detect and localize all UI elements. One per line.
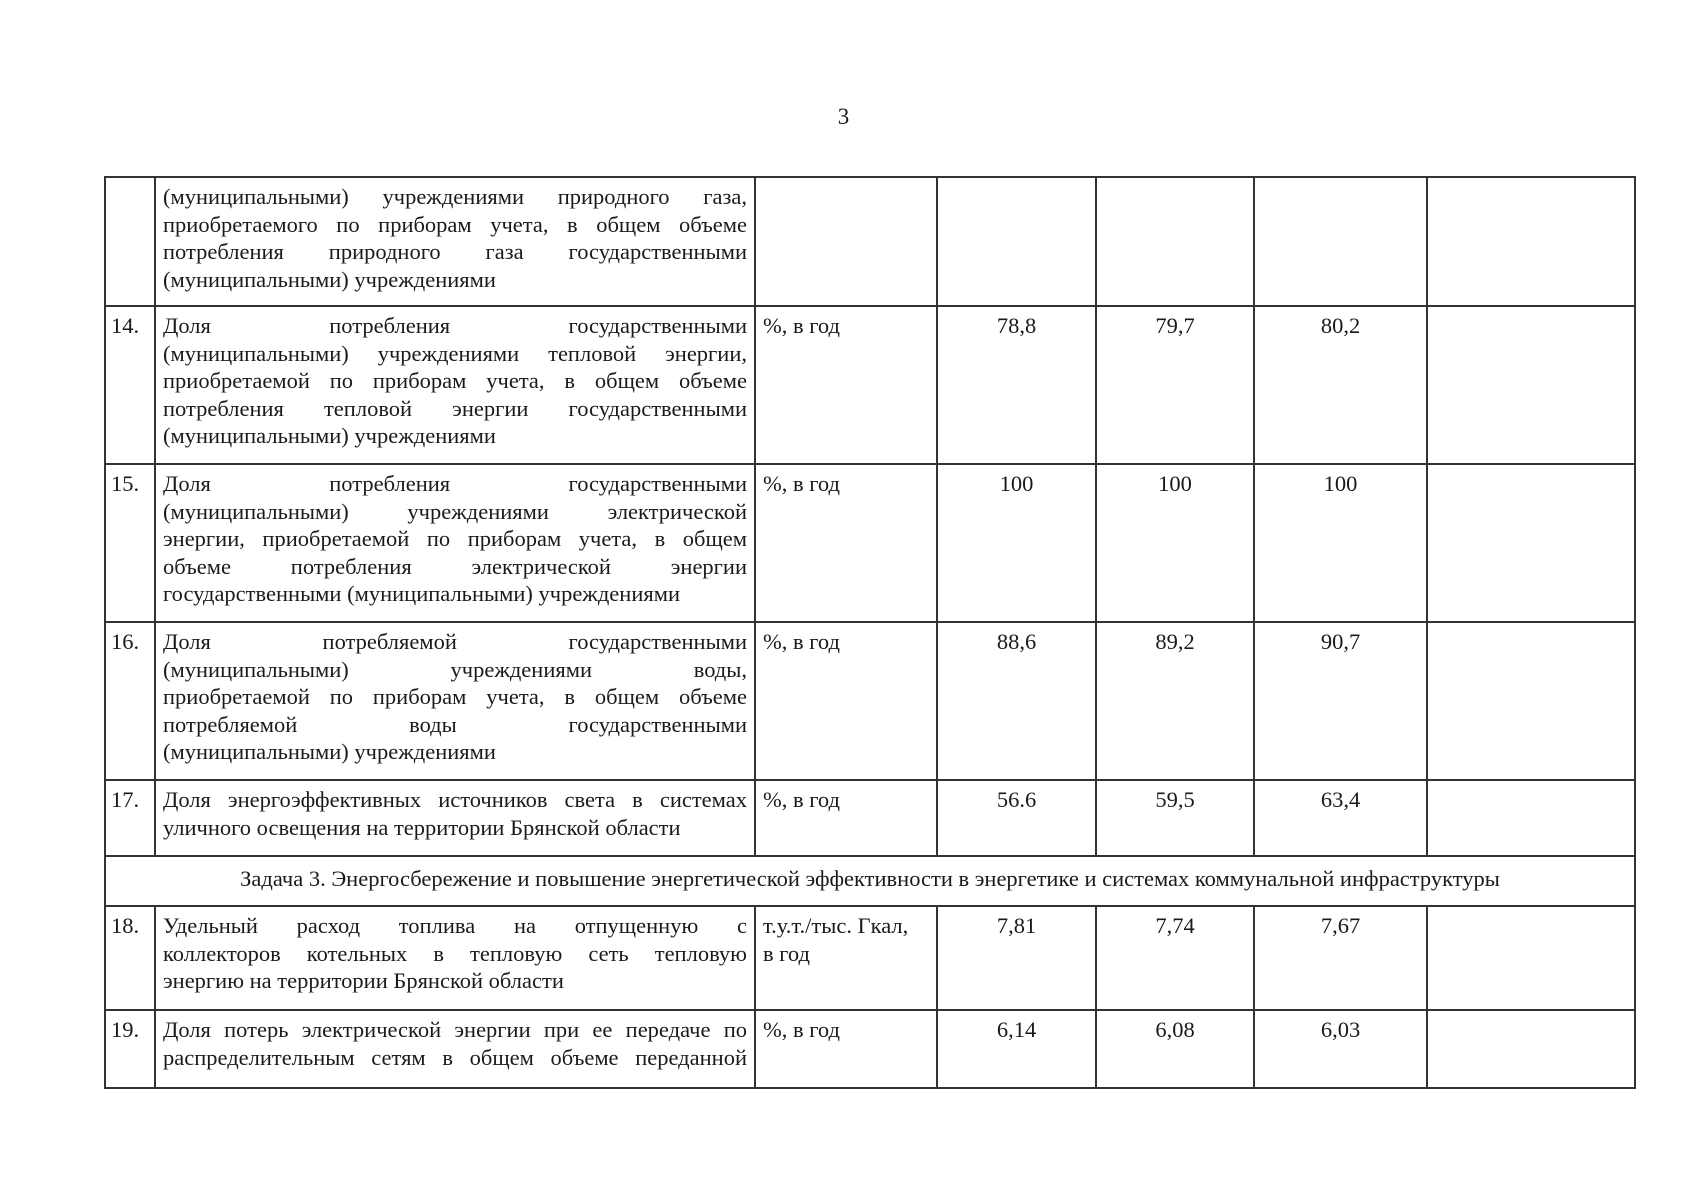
value-cell: 56.6 — [937, 780, 1096, 856]
row-number: 17. — [105, 780, 155, 856]
description-line: (муниципальными) учреждениями воды, — [163, 656, 747, 682]
description-line: объеме потребления электрической энергии — [163, 553, 747, 579]
table-row — [105, 780, 1635, 856]
description-line: (муниципальными) учреждениями — [163, 739, 496, 764]
unit-line: в год — [763, 940, 810, 966]
description-line: приобретаемого по приборам учета, в общем объеме — [163, 211, 747, 237]
description-line: Доля потребления государственными — [163, 471, 747, 496]
value-cell: 7,67 — [1254, 906, 1427, 1010]
value-cell — [937, 177, 1096, 306]
value-cell: 88,6 — [937, 622, 1096, 780]
table-row — [105, 906, 1635, 1010]
value-cell — [1427, 464, 1635, 622]
value-cell: 63,4 — [1254, 780, 1427, 856]
value-cell: 7,74 — [1096, 906, 1254, 1010]
description-line: распределительным сетям в общем объеме переданной — [163, 1044, 747, 1070]
description-line: потребления тепловой энергии государственными — [163, 395, 747, 421]
value-cell — [1427, 780, 1635, 856]
table-row — [105, 306, 1635, 464]
unit-cell — [755, 177, 937, 306]
table-row — [105, 464, 1635, 622]
value-cell: 59,5 — [1096, 780, 1254, 856]
description-line: приобретаемой по приборам учета, в общем объеме — [163, 684, 747, 709]
row-number — [105, 177, 155, 306]
indicator-description — [155, 306, 755, 464]
indicators-table — [104, 176, 1636, 1089]
row-number: 18. — [105, 906, 155, 1010]
description-line: (муниципальными) учреждениями — [163, 423, 496, 448]
value-cell: 7,81 — [937, 906, 1096, 1010]
description-line: приобретаемой по приборам учета, в общем объеме — [163, 368, 747, 393]
description-line: потребляемой воды государственными — [163, 711, 747, 737]
value-cell — [1427, 177, 1635, 306]
description-line: Доля потребления государственными — [163, 313, 747, 338]
value-cell: 80,2 — [1254, 306, 1427, 464]
value-cell: 78,8 — [937, 306, 1096, 464]
value-cell: 6,08 — [1096, 1010, 1254, 1088]
value-cell: 79,7 — [1096, 306, 1254, 464]
row-number: 15. — [105, 464, 155, 622]
unit-cell — [755, 906, 937, 1010]
description-line: потребления природного газа государственными — [163, 239, 747, 264]
unit-cell: %, в год — [755, 464, 937, 622]
description-line: (муниципальными) учреждениями природного газа, — [163, 184, 747, 209]
value-cell: 100 — [1096, 464, 1254, 622]
description-line: коллекторов котельных в тепловую сеть тепловую — [163, 940, 747, 966]
value-cell: 89,2 — [1096, 622, 1254, 780]
description-line: (муниципальными) учреждениями тепловой энергии, — [163, 340, 747, 366]
description-line: уличного освещения на территории Брянской области — [163, 814, 681, 840]
table-row — [105, 177, 1635, 306]
unit-cell: %, в год — [755, 622, 937, 780]
value-cell — [1254, 177, 1427, 306]
indicator-description — [155, 906, 755, 1010]
page-number: 3 — [837, 104, 850, 129]
unit-cell: %, в год — [755, 306, 937, 464]
table-row — [105, 1010, 1635, 1088]
description-line: государственными (муниципальными) учреждениями — [163, 581, 680, 606]
indicator-description — [155, 622, 755, 780]
unit-line: т.у.т./тыс. Гкал, — [763, 913, 909, 938]
description-line: энергию на территории Брянской области — [163, 968, 564, 993]
value-cell: 100 — [1254, 464, 1427, 622]
row-number: 16. — [105, 622, 155, 780]
indicator-description — [155, 780, 755, 856]
indicator-description — [155, 1010, 755, 1088]
description-line: Доля потерь электрической энергии при ее передаче по — [163, 1017, 747, 1042]
value-cell: 6,14 — [937, 1010, 1096, 1088]
value-cell: 6,03 — [1254, 1010, 1427, 1088]
unit-cell: %, в год — [755, 1010, 937, 1088]
description-line: (муниципальными) учреждениями — [163, 266, 496, 292]
description-line: энергии, приобретаемой по приборам учета, в общем — [163, 526, 747, 551]
value-cell — [1427, 1010, 1635, 1088]
indicator-description — [155, 464, 755, 622]
value-cell — [1427, 306, 1635, 464]
description-line: (муниципальными) учреждениями электрической — [163, 498, 747, 524]
row-number: 14. — [105, 306, 155, 464]
description-line: Удельный расход топлива на отпущенную с — [163, 913, 747, 938]
value-cell — [1096, 177, 1254, 306]
description-line: Доля потребляемой государственными — [163, 629, 747, 654]
value-cell — [1427, 906, 1635, 1010]
unit-cell: %, в год — [755, 780, 937, 856]
task-header-row — [105, 856, 1635, 906]
task-title: Задача 3. Энергосбережение и повышение энергетической эффективности в энергетике и системах коммунальной инфраструктуры — [105, 856, 1635, 906]
description-line: Доля энергоэффективных источников света в системах — [163, 787, 747, 812]
table-row — [105, 622, 1635, 780]
value-cell — [1427, 622, 1635, 780]
indicator-description — [155, 177, 755, 306]
value-cell: 100 — [937, 464, 1096, 622]
value-cell: 90,7 — [1254, 622, 1427, 780]
row-number: 19. — [105, 1010, 155, 1088]
